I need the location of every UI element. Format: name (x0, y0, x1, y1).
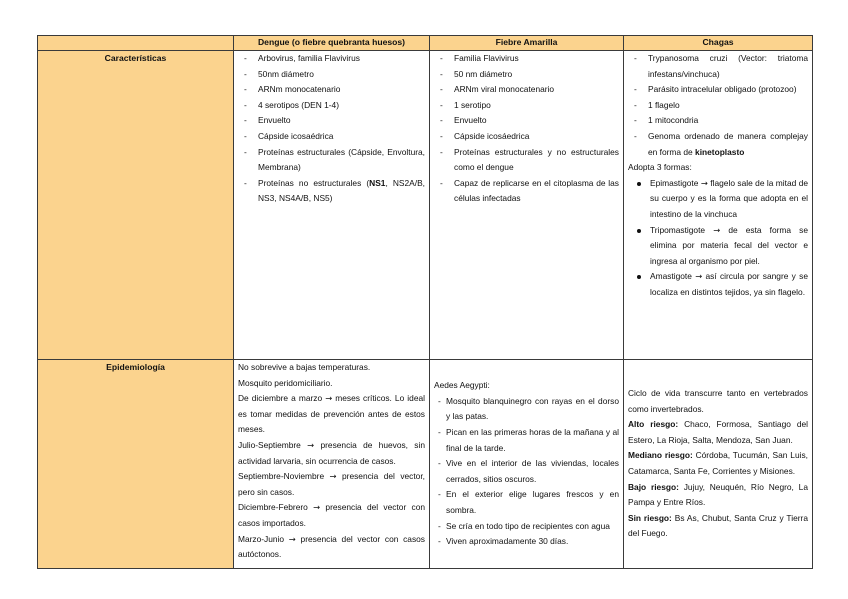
list-item (628, 176, 808, 223)
cell-dengue-caracteristicas (234, 51, 430, 360)
dengue-line (238, 391, 425, 438)
list-item: - 50 nm diámetro (434, 67, 619, 83)
risk-label: Sin riesgo: (628, 512, 672, 523)
risk-label: Bajo riesgo: (628, 481, 679, 492)
text: , NS2A/B, NS3, NS4A/B, NS5) (258, 177, 425, 204)
risk-text: Chaco, Formosa, Santiago del Estero, La Rioja, Salta, Mendoza, San Juan. (628, 419, 809, 445)
period: Septiembre-Noviembre (238, 471, 325, 482)
list-item: - 1 serotipo (434, 98, 619, 114)
list-item: - 1 mitocondria (628, 113, 808, 129)
list-item: - Envuelto (434, 113, 619, 129)
list-item: - Capaz de replicarse en el citoplasma de las células infectadas (434, 176, 619, 207)
row-caracteristicas (38, 51, 813, 360)
dengue-characteristics-list (238, 51, 425, 207)
header-chagas: Chagas (624, 36, 813, 51)
list-item: - En el exterior elige lugares frescos y en sombra. (434, 487, 619, 518)
period-desc: presencia de huevos, sin actividad larvaria, sin ocurrencia de casos. (238, 439, 426, 466)
period: Julio-Septiembre (238, 439, 301, 450)
risk-text: Córdoba, Tucumán, San Luis, Catamarca, Santa Fe, Corrientes y Misiones. (628, 450, 808, 476)
row-epidemiologia (38, 360, 813, 569)
dengue-line (238, 469, 425, 500)
risk-label: Alto riesgo: (628, 419, 679, 430)
dengue-line (238, 532, 425, 563)
chagas-characteristics-list (628, 51, 808, 160)
dengue-line (238, 500, 425, 531)
arrow-icon: → (695, 271, 703, 282)
risk-text: Bs As, Chubut, Santa Cruz y Tierra del Fuego. (628, 512, 808, 539)
arrow-icon: → (313, 502, 321, 513)
text: Genoma ordenado de manera complejay en forma de (648, 130, 808, 157)
fiebre-epi-list (434, 394, 619, 550)
list-item: - Mosquito blanquinegro con rayas en el dorso y las patas. (434, 394, 619, 425)
fiebre-intro: Aedes Aegypti: (434, 380, 490, 391)
list-item: - Proteínas estructurales y no estructurales como el dengue (434, 145, 619, 176)
form-desc: de esta forma se elimina por materia fecal del vector e ingresa al organismo por piel. (650, 224, 808, 266)
risk-label: Mediano riesgo: (628, 450, 693, 461)
list-item: - 1 flagelo (628, 98, 808, 114)
list-item: - Cápside icosáedrica (434, 129, 619, 145)
form-name: Amastigote (650, 271, 692, 282)
period-desc: meses críticos. Lo ideal es tomar medidas de prevención antes de estos meses. (238, 393, 425, 435)
arrow-icon: → (288, 533, 296, 544)
header-corner-cell (38, 36, 234, 51)
list-item: - Arbovirus, familia Flavivirus (238, 51, 425, 67)
cell-chagas-caracteristicas (624, 51, 813, 360)
list-item: - Vive en el interior de las viviendas, locales cerrados, sitios oscuros. (434, 456, 619, 487)
form-name: Tripomastigote (650, 224, 706, 235)
header-fiebre-amarilla: Fiebre Amarilla (430, 36, 624, 51)
list-item: - 50nm diámetro (238, 67, 425, 83)
risk-mediano (628, 448, 808, 479)
cell-dengue-epidemiologia (234, 360, 430, 569)
list-item: - Parásito intracelular obligado (protozoo) (628, 82, 808, 98)
period-desc: presencia del vector, pero sin casos. (238, 471, 425, 497)
list-item: - 4 serotipos (DEN 1-4) (238, 98, 425, 114)
comparison-table (37, 35, 813, 569)
list-item (628, 223, 808, 270)
arrow-icon: → (713, 224, 721, 235)
list-item: - Proteínas estructurales (Cápside, Envoltura, Membrana) (238, 145, 425, 176)
list-item (628, 129, 808, 160)
list-item: - Envuelto (238, 113, 425, 129)
chagas-formas-list (628, 176, 808, 301)
dengue-line (238, 438, 425, 469)
list-item: - Familia Flavivirus (434, 51, 619, 67)
list-item: - Cápside icosaédrica (238, 129, 425, 145)
bold-text: kinetoplasto (695, 146, 745, 157)
arrow-icon: → (307, 439, 315, 450)
arrow-icon: → (325, 393, 333, 404)
period: Marzo-Junio (238, 533, 285, 544)
row-label-caracteristicas: Características (38, 51, 234, 360)
period: Diciembre-Febrero (238, 502, 308, 513)
period-desc: presencia del vector con casos importados. (238, 502, 426, 528)
header-row (38, 36, 813, 51)
header-dengue: Dengue (o fiebre quebranta huesos) (234, 36, 430, 51)
period-desc: presencia del vector con casos autóctonos. (238, 533, 425, 560)
bold-text: NS1 (369, 177, 386, 188)
arrow-icon: → (329, 471, 337, 482)
form-desc: flagelo sale de la mitad de su cuerpo y es la forma que adopta en el intestino de la vinchuca (650, 177, 809, 219)
list-item: - ARNm viral monocatenario (434, 82, 619, 98)
cell-chagas-epidemiologia (624, 360, 813, 569)
risk-bajo (628, 480, 808, 511)
list-item: - Trypanosoma cruzi (Vector: triatoma infestans/vinchuca) (628, 51, 808, 82)
chagas-epi-intro: Ciclo de vida transcurre tanto en vertebrados como invertebrados. (628, 388, 808, 414)
arrow-icon: → (700, 177, 708, 188)
form-name: Epimastigote (650, 177, 699, 188)
risk-text: Jujuy, Neuquén, Río Negro, La Pampa y Entre Ríos. (628, 481, 808, 508)
list-item: - Pican en las primeras horas de la mañana y al final de la tarde. (434, 425, 619, 456)
period: De diciembre a marzo (238, 393, 323, 404)
formas-intro: Adopta 3 formas: (628, 162, 692, 173)
list-item: - ARNm monocatenario (238, 82, 425, 98)
dengue-line: No sobrevive a bajas temperaturas. (238, 362, 371, 372)
text: Proteínas no estructurales ( (258, 177, 370, 188)
list-item: - Se cría en todo tipo de recipientes con agua (434, 519, 619, 535)
list-item (238, 176, 425, 207)
list-item: - Viven aproximadamente 30 días. (434, 534, 619, 550)
cell-fiebre-caracteristicas (430, 51, 624, 360)
fiebre-characteristics-list (434, 51, 619, 207)
risk-alto (628, 417, 808, 448)
row-label-epidemiologia: Epidemiología (38, 360, 234, 569)
cell-fiebre-epidemiologia (430, 360, 624, 569)
list-item (628, 269, 808, 300)
form-desc: así circula por sangre y se localiza en distintos tejidos, ya sin flagelo. (650, 271, 808, 297)
risk-sin (628, 511, 808, 542)
dengue-line: Mosquito peridomiciliario. (238, 377, 333, 388)
